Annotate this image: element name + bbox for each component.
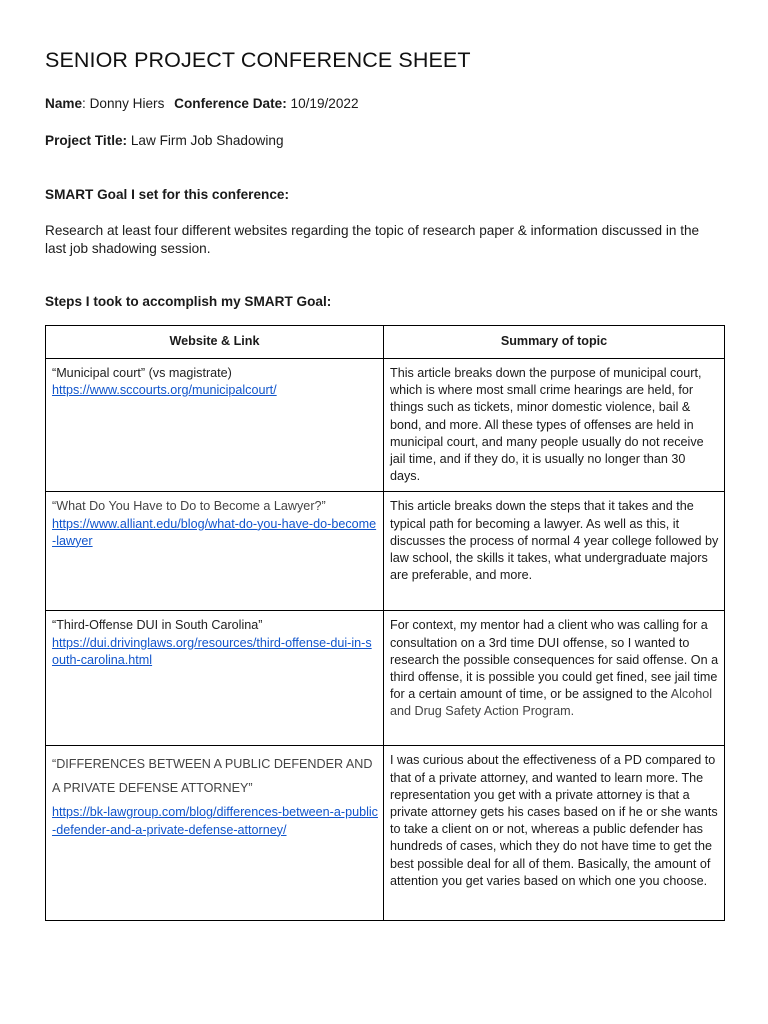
source-link[interactable]: https://dui.drivinglaws.org/resources/third-offense-dui-in-south-carolina.html (52, 635, 372, 667)
table-row (46, 611, 725, 746)
summary-cell (384, 492, 725, 611)
summary-cell (384, 611, 725, 746)
name-label: Name (45, 96, 83, 111)
source-title: “Municipal court” (vs magistrate) (52, 366, 232, 380)
header-summary: Summary of topic (384, 326, 725, 359)
table-header-row (46, 326, 725, 359)
source-link[interactable]: https://bk-lawgroup.com/blog/differences-between-a-public-defender-and-a-private-defense-attorney/ (52, 805, 378, 837)
goal-heading: SMART Goal I set for this conference: (45, 187, 289, 202)
goal-text: Research at least four different websites regarding the topic of research paper & information discussed in the last job shadowing session. (45, 223, 700, 256)
source-link[interactable]: https://www.alliant.edu/blog/what-do-you-have-do-become-lawyer (52, 516, 377, 548)
source-cell (46, 492, 384, 611)
summary-text-tail: Alcohol and Drug Safety Action Program. (390, 687, 713, 719)
project-value: Law Firm Job Shadowing (130, 133, 284, 148)
header-website-link: Website & Link (46, 326, 384, 359)
summary-text: For context, my mentor had a client who was calling for a consultation on a 3rd time DUI offense, so I wanted to research the possible consequences for said offense. On a third offense, it is possible you could get fined, see jail time for a certain amount of time, or be assigned to the (390, 618, 719, 702)
summary-cell (384, 746, 725, 921)
date-value: 10/19/2022 (290, 96, 359, 111)
source-cell (46, 746, 384, 921)
summary-text: This article breaks down the steps that it takes and the typical path for becoming a lawyer. As well as this, it discusses the process of normal 4 year college followed by law school, the skills it takes, what undergraduate majors are preferable, and more. (390, 499, 719, 583)
summary-text: I was curious about the effectiveness of a PD compared to that of a private attorney, and wanted to learn more. The representation you get with a private attorney is that a private attorney gets his cases based on if he or she wants to take a client on or not, whereas a public defender has hundreds of cases, which they do not have time to get the best possible deal for all of them. Basically, the amount of attention you get varies based on which one you choose. (390, 753, 718, 888)
project-label: Project Title: (45, 133, 128, 148)
table-row (46, 492, 725, 611)
date-label: Conference Date: (174, 96, 287, 111)
page-title: SENIOR PROJECT CONFERENCE SHEET (45, 48, 471, 72)
source-title: “What Do You Have to Do to Become a Lawyer?” (52, 499, 326, 514)
summary-cell (384, 359, 725, 492)
meta-row (45, 95, 723, 113)
sources-table (45, 325, 725, 921)
name-value: : Donny Hiers (82, 96, 165, 111)
source-title: “Third-Offense DUI in South Carolina” (52, 618, 263, 633)
table-row (46, 359, 725, 492)
steps-heading: Steps I took to accomplish my SMART Goal: (45, 294, 332, 309)
table-row (46, 746, 725, 921)
source-title: “DIFFERENCES BETWEEN A PUBLIC DEFENDER AND A PRIVATE DEFENSE ATTORNEY” (52, 757, 373, 796)
source-link[interactable]: https://www.sccourts.org/municipalcourt/ (52, 383, 277, 398)
source-cell (46, 359, 384, 492)
summary-text: This article breaks down the purpose of municipal court, which is where most small crime hearings are held, for things such as tickets, minor domestic violence, bail & bond, and more. All these types of offenses are held in municipal court, and many people usually do not receive jail time, and if they do, it is usually no longer than 30 days. (390, 366, 704, 484)
source-cell (46, 611, 384, 746)
project-row (45, 132, 723, 150)
